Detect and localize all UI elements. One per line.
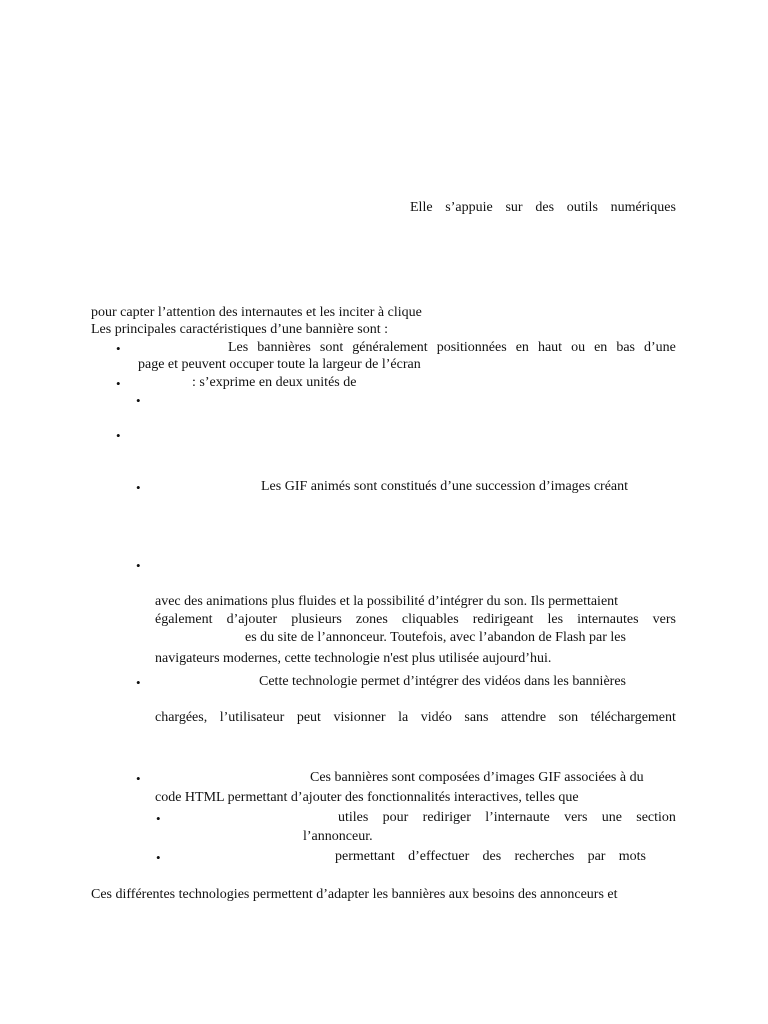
word: vers	[564, 810, 588, 825]
word: section	[636, 810, 676, 825]
word: haut	[537, 340, 563, 355]
bullet: •	[136, 558, 141, 573]
text-line-annonceur: l’annonceur.	[303, 829, 373, 844]
word: peut	[296, 710, 321, 725]
word: bas	[616, 340, 635, 355]
bullet: •	[156, 850, 161, 865]
text-line-largeur-ecran: page et peuvent occuper toute la largeur de l’écran	[138, 357, 421, 372]
bullet: •	[136, 771, 141, 786]
word: généralement	[352, 340, 428, 355]
word: rediriger	[422, 810, 471, 825]
word: outils	[566, 200, 598, 215]
word: plusieurs	[291, 612, 342, 627]
word: sont	[319, 340, 344, 355]
word: également	[155, 612, 213, 627]
word: recherches	[514, 849, 575, 864]
word: s’appuie	[445, 200, 493, 215]
word: par	[587, 849, 606, 864]
text-line-gif-animes: Les GIF animés sont constitués d’une succession d’images créant	[261, 479, 629, 494]
word: la	[398, 710, 409, 725]
word: d’ajouter	[226, 612, 278, 627]
word: positionnées	[436, 340, 507, 355]
text-line-unites: : s’exprime en deux unités de	[192, 375, 357, 390]
word: chargées,	[155, 710, 208, 725]
word: les	[547, 612, 564, 627]
text-line-caracteristiques: Les principales caractéristiques d’une bannière sont :	[91, 322, 388, 337]
word: sur	[505, 200, 523, 215]
word: zones	[355, 612, 388, 627]
word: Les	[228, 340, 249, 355]
word: redirigeant	[472, 612, 534, 627]
word: des	[482, 849, 502, 864]
text-line-videos: Cette technologie permet d’intégrer des vidéos dans les bannières	[259, 674, 626, 689]
bullet: •	[136, 480, 141, 495]
text-line-animations-fluides: avec des animations plus fluides et la possibilité d’intégrer du son. Ils permettaient	[155, 594, 619, 609]
text-line-navigateurs: navigateurs modernes, cette technologie n'est plus utilisée aujourd’hui.	[155, 651, 552, 666]
word: en	[515, 340, 529, 355]
word: téléchargement	[590, 710, 676, 725]
text-line-images-gif: Ces bannières sont composées d’images GIF associées à du	[310, 770, 644, 785]
word: l’utilisateur	[219, 710, 285, 725]
text-line-positionnees	[228, 339, 676, 356]
word: Elle	[410, 200, 433, 215]
word: internautes	[577, 612, 639, 627]
text-line-zones-cliquables	[155, 611, 676, 628]
text-line-chargees	[155, 709, 676, 726]
word: d’effectuer	[408, 849, 470, 864]
word: visionner	[333, 710, 386, 725]
word: vers	[652, 612, 676, 627]
text-line-rediriger	[338, 809, 676, 826]
bullet: •	[136, 675, 141, 690]
word: ou	[571, 340, 586, 355]
word: d’une	[644, 340, 676, 355]
word: une	[601, 810, 622, 825]
text-line-code-html: code HTML permettant d’ajouter des fonctionnalités interactives, telles que	[155, 790, 579, 805]
text-line-technologies: Ces différentes technologies permettent d’adapter les bannières aux besoins des annonceurs et	[91, 887, 618, 902]
word: mots	[618, 849, 646, 864]
bullet: •	[116, 376, 121, 391]
word: cliquables	[401, 612, 459, 627]
word: des	[535, 200, 555, 215]
text-line-capter-attention: pour capter l’attention des internautes et les inciter à clique	[91, 305, 422, 320]
text-line-recherches	[335, 848, 646, 865]
bullet: •	[136, 393, 141, 408]
text-line-site-annonceur: es du site de l’annonceur. Toutefois, avec l’abandon de Flash par les	[245, 630, 626, 645]
word: utiles	[338, 810, 369, 825]
word: attendre	[501, 710, 547, 725]
bullet: •	[116, 341, 121, 356]
word: vidéo	[420, 710, 452, 725]
word: numériques	[610, 200, 676, 215]
word: permettant	[335, 849, 395, 864]
word: bannières	[257, 340, 311, 355]
bullet: •	[156, 811, 161, 826]
word: en	[594, 340, 608, 355]
word: l’internaute	[485, 810, 550, 825]
word: son	[558, 710, 579, 725]
word: pour	[382, 810, 409, 825]
bullet: •	[116, 428, 121, 443]
text-line-outils-numeriques	[410, 199, 676, 216]
word: sans	[464, 710, 489, 725]
